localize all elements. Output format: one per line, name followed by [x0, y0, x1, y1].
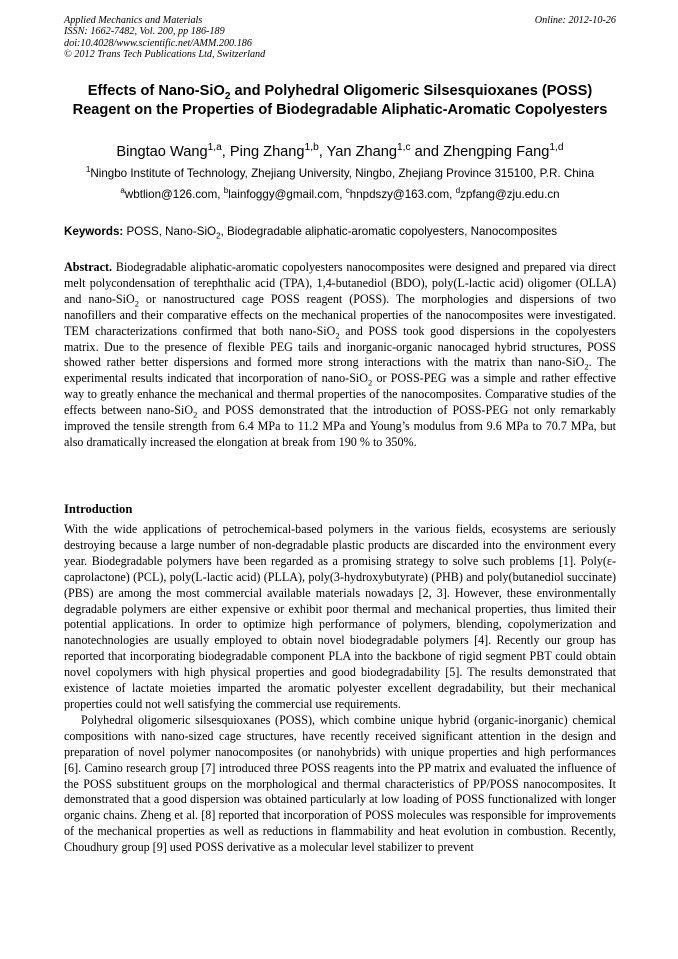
- abstract-text: . The experimental results indicated that incorporation of nano-SiO: [64, 355, 616, 386]
- email-mark: d: [455, 186, 461, 196]
- author-list: [64, 143, 616, 161]
- affiliation: [64, 167, 616, 181]
- email-separator: ,: [217, 188, 224, 201]
- author-separator: ,: [221, 144, 230, 160]
- abstract: [64, 260, 616, 451]
- journal-issn: ISSN: 1662-7482, Vol. 200, pp 186-189: [64, 26, 225, 38]
- affiliation-mark: 1: [85, 165, 91, 175]
- online-date: Online: 2012-10-26: [534, 15, 616, 26]
- keywords-part-1: POSS, Nano-SiO: [123, 225, 217, 238]
- abstract-text: or nanostructured cage POSS reagent (POSS). The morphologies and dispersions of two nanofillers and their comparative effects on the mechanical properties of the nanocomposites were investigated. TEM characterizations confirmed that both nano-SiO: [64, 291, 616, 338]
- abstract-subscript: 2: [368, 377, 373, 388]
- paragraph: With the wide applications of petrochemical-based polymers in the various fields, ecosystems are seriously destroying because a large number of non-degradable plastic products are discarded into the environment every year. Biodegradable polymers have been regarded as a promising strategy to solve such problems [1]. Poly(ε-caprolactone) (PCL), poly(L-lactic acid) (PLLA), poly(3-hydroxybutyrate) (PHB) and poly(butanediol succinate) (PBS) are among the most commercial available materials nowadays [2, 3]. However, these environmentally degradable polymers are either expensive or exhibit poor thermal and mechanical properties, thus limited their potential applications. In order to optimize high performance of polymers, blending, copolymerization and nanotechnologies are usually employed to obtain novel biodegradable polymers [4]. Recently our group has reported that incorporating biodegradable component PLA into the backbone of rigid segment PBT could obtain novel copolymers with high physical properties and good biodegradability [5]. The results demonstrated that existence of lactate moieties imparted the aromatic polyester excellent degradability, but their mechanical properties could not well satisfying the commercial use requirements.: [64, 522, 616, 711]
- author-affil-mark: 1,a: [207, 142, 222, 154]
- abstract-subscript: 2: [134, 298, 139, 309]
- author-affil-mark: 1,c: [396, 142, 411, 154]
- author-separator: and: [410, 144, 444, 160]
- journal-header: [64, 15, 616, 61]
- abstract-text: or POSS-PEG was a simple and rather effective way to greatly enhance the mechanical and thermal properties of the nanocomposites. Comparative studies of the effects between nano-SiO: [64, 371, 616, 418]
- email-list: [64, 188, 616, 202]
- abstract-text: Biodegradable aliphatic-aromatic copolyesters nanocomposites were designed and prepared via direct melt polycondensation of terephthalic acid (TPA), 1,4-butanediol (BDO), poly(L-lactic acid) oligomer (OLLA) and nano-SiO: [64, 260, 616, 306]
- author-name: Ping Zhang: [229, 144, 305, 160]
- keywords: [64, 225, 616, 239]
- journal-doi: doi:10.4028/www.scientific.net/AMM.200.186: [64, 37, 252, 49]
- abstract-subscript: 2: [193, 409, 198, 420]
- affiliation-text: Ningbo Institute of Technology, Zhejiang University, Ningbo, Zhejiang Province 315100, P.R. China: [90, 167, 595, 180]
- paragraph: Polyhedral oligomeric silsesquioxanes (POSS), which combine unique hybrid (organic-inorganic) chemical compositions with nano-sized cage structures, have recently received significant attention in the design and preparation of novel polymer nanocomposites (or nanohybrids) with unique properties and high performances [6]. Camino research group [7] introduced three POSS reagents into the PP matrix and evaluated the influence of the POSS substituent groups on the morphological and thermal characteristics of PP/POSS nanocomposites. It demonstrated that a good dispersion was obtained particularly at low loading of POSS functionalized with longer organic chains. Zheng et al. [8] reported that incorporation of POSS molecules was responsible for improvements of the mechanical properties as well as reductions in flammability and heat evolution in combustion. Recently, Choudhury group [9] used POSS derivative as a molecular level stabilizer to prevent: [64, 712, 616, 855]
- email-address: wbtlion@126.com: [124, 188, 218, 201]
- author-name: Yan Zhang: [326, 144, 397, 160]
- paper-title: [64, 82, 616, 120]
- journal-copyright: © 2012 Trans Tech Publications Ltd, Switzerland: [64, 49, 266, 61]
- author-separator: ,: [318, 144, 327, 160]
- email-address: hnpdszy@163.com: [349, 188, 450, 201]
- abstract-subscript: 2: [335, 330, 340, 341]
- email-mark: a: [120, 186, 125, 196]
- author-affil-mark: 1,b: [304, 142, 319, 154]
- introduction-body: [64, 522, 616, 856]
- email-mark: b: [223, 186, 229, 196]
- section-heading-introduction: Introduction: [64, 502, 133, 516]
- abstract-subscript: 2: [584, 361, 589, 372]
- abstract-text: and POSS took good dispersions in the copolyesters matrix. Due to the presence of flexible PEG tails and inorganic-organic nanocaged hybrid structures, POSS showed rather better dispersions and formed more strong interactions with the matrix than nano-SiO: [64, 323, 616, 370]
- email-address: lainfoggy@gmail.com: [228, 188, 340, 201]
- author-affil-mark: 1,d: [549, 142, 564, 154]
- title-part-2: and Polyhedral Oligomeric Silsesquioxanes (POSS) Reagent on the Properties of Biodegradable Aliphatic-Aromatic Copolyesters: [72, 83, 608, 118]
- journal-name: Applied Mechanics and Materials: [64, 15, 203, 26]
- keywords-subscript: 2: [216, 231, 221, 241]
- email-mark: c: [345, 186, 350, 196]
- email-separator: ,: [339, 188, 346, 201]
- title-part-1: Effects of Nano-SiO: [87, 83, 225, 99]
- email-address: zpfang@zju.edu.cn: [460, 188, 560, 201]
- keywords-label: Keywords:: [64, 225, 124, 238]
- author-name: Zhengping Fang: [443, 144, 550, 160]
- email-separator: ,: [449, 188, 456, 201]
- title-subscript: 2: [224, 90, 231, 102]
- keywords-part-2: , Biodegradable aliphatic-aromatic copolyesters, Nanocomposites: [220, 225, 557, 238]
- abstract-lead: Abstract.: [64, 260, 113, 274]
- author-name: Bingtao Wang: [116, 144, 208, 160]
- abstract-text: and POSS demonstrated that the introduction of POSS-PEG not only remarkably improved the tensile strength from 6.4 MPa to 11.2 MPa and Young’s modulus from 9.6 MPa to 70.7 MPa, but also dramatically increased the elongation at break from 190 % to 350%.: [64, 403, 616, 449]
